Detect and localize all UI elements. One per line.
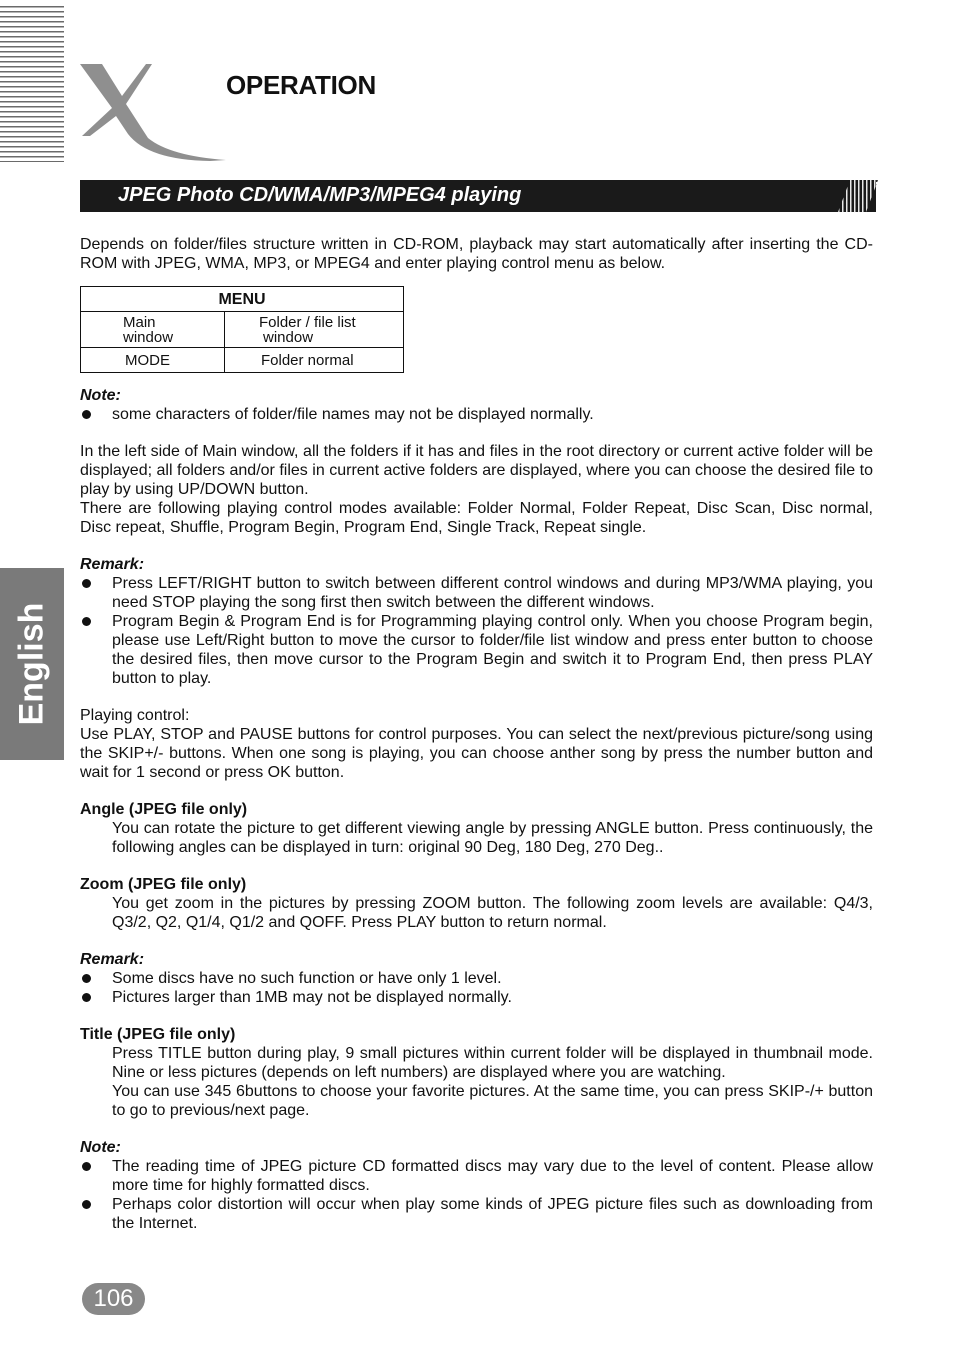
list-item: Program Begin & Program End is for Programming playing control only. When you choose Program begin, please use Left/Right button to move the cursor to folder/file list window and press enter button to choose the desired files, then move cursor to the Program Begin and switch it to Program End, then press PLAY button to play. (80, 612, 873, 688)
modes-paragraph: There are following playing control modes available: Folder Normal, Folder Repeat, Disc Scan, Disc normal, Disc repeat, Shuffle, Program Begin, Program End, Single Track, Repeat single. (80, 500, 873, 536)
menu-cell: MODE (81, 348, 225, 373)
table-row (81, 312, 404, 348)
intro-paragraph: Depends on folder/files structure written in CD-ROM, playback may start automatically after inserting the CD-ROM with JPEG, WMA, MP3, or MPEG4 and enter playing control menu as below. (80, 236, 873, 272)
note-heading: Note: (80, 387, 121, 404)
menu-table (80, 286, 404, 373)
section-title: JPEG Photo CD/WMA/MP3/MPEG4 playing (118, 184, 522, 206)
menu-cell (81, 312, 225, 348)
decorative-stripes (0, 6, 64, 162)
title-text-1: Press TITLE button during play, 9 small pictures within current folder will be displayed in thumbnail mode. Nine or less pictures (depends on left numbers) are displayed where you are watching. (112, 1045, 873, 1081)
list-item: some characters of folder/file names may not be displayed normally. (80, 405, 873, 424)
menu-cell-text: window (263, 328, 314, 346)
list-item: Pictures larger than 1MB may not be displayed normally. (80, 988, 873, 1007)
title-text-2: You can use 345 6buttons to choose your favorite pictures. At the same time, you can press SKIP-/+ button to go to previous/next page. (112, 1083, 873, 1119)
list-item: Press LEFT/RIGHT button to switch between different control windows and during MP3/WMA playing, you need STOP playing the song first then switch between the different windows. (80, 574, 873, 612)
table-row (81, 348, 404, 373)
menu-cell-text: window (123, 328, 174, 346)
menu-cell: Folder normal (225, 348, 404, 373)
playing-control-text: Use PLAY, STOP and PAUSE buttons for control purposes. You can select the next/previous picture/song using the SKIP+/- buttons. When one song is playing, you can choose anther song by press the number button and wait for 1 second or press OK button. (80, 726, 873, 781)
list-item: Some discs have no such function or have only 1 level. (80, 969, 873, 988)
menu-cell (225, 312, 404, 348)
remark-heading: Remark: (80, 556, 145, 573)
list-item: The reading time of JPEG picture CD formatted discs may vary due to the level of content. Please allow more time for highly formatted discs. (80, 1157, 873, 1195)
main-content (80, 235, 873, 1233)
menu-cell-text: Main (123, 313, 156, 331)
hatch-pattern (838, 180, 878, 212)
angle-heading: Angle (JPEG file only) (80, 801, 248, 818)
zoom-heading: Zoom (JPEG file only) (80, 876, 247, 893)
zoom-text: You get zoom in the pictures by pressing ZOOM button. The following zoom levels are available: Q4/3, Q3/2, Q2, Q1/4, Q1/2 and QOFF. Press PLAY button to return normal. (112, 895, 873, 931)
title-heading: Title (JPEG file only) (80, 1026, 236, 1043)
menu-cell-text: Folder / file list (259, 313, 356, 331)
note-heading: Note: (80, 1139, 121, 1156)
angle-text: You can rotate the picture to get different viewing angle by pressing ANGLE button. Press continuously, the following angles can be displayed in turn: original 90 Deg, 180 Deg, 270 Deg.. (112, 820, 873, 856)
playing-control-label: Playing control: (80, 707, 190, 724)
list-item: Perhaps color distortion will occur when play some kinds of JPEG picture files such as downloading from the Internet. (80, 1195, 873, 1233)
menu-table-header: MENU (81, 287, 404, 312)
remark-heading: Remark: (80, 951, 145, 968)
page-number-badge: 106 (82, 1283, 145, 1315)
x-logo-icon (78, 60, 228, 162)
language-tab (0, 568, 64, 760)
main-window-paragraph: In the left side of Main window, all the folders if it has and files in the root directory or current active folder will be displayed; all folders and/or files in current active folders are displayed, where you can choose the desired file to play by using UP/DOWN button. (80, 443, 873, 498)
language-tab-label: English (12, 602, 51, 726)
page-title: OPERATION (226, 70, 376, 100)
